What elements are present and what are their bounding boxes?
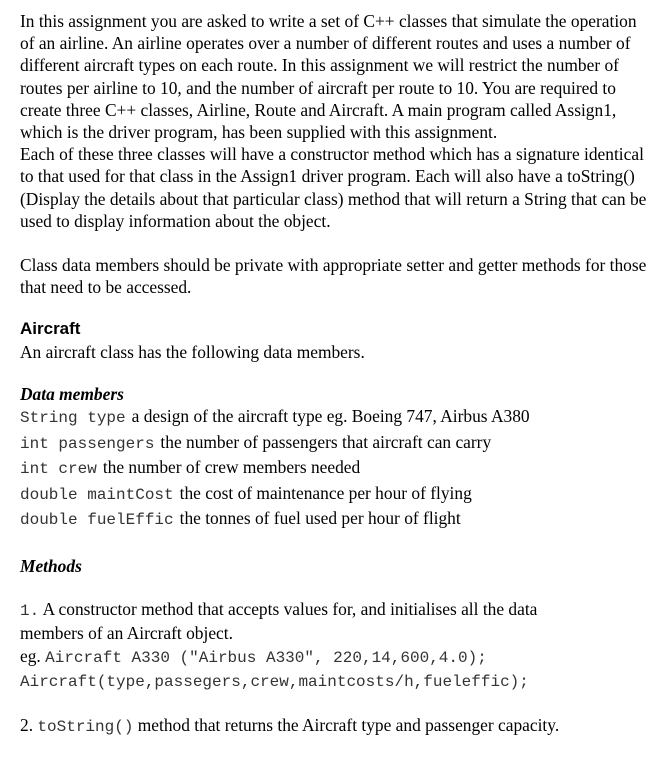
data-member-row [20,456,655,482]
method-2-number: 2. [20,715,34,736]
data-members-heading: Data members [20,383,124,404]
data-member-row [20,482,655,508]
member-description: the cost of maintenance per hour of flying [179,482,472,503]
member-declaration: String type [20,409,126,428]
method-1-line-1 [20,598,655,622]
data-members-list [20,405,655,533]
spacer [20,693,655,714]
spacer [20,533,655,555]
methods-heading: Methods [20,556,82,577]
data-member-row [20,507,655,533]
method-1-text: A constructor method that accepts values for, and initialises all the data [42,599,538,620]
intro-paragraph-2: Each of these three classes will have a constructor method which has a signature identical to that used for that class in the Assign1 driver program. Each will also have a toString() (Display the details about that particular class) method that will return a String that can be used to display information about the object. [20,144,647,231]
member-declaration: int passengers [20,434,155,453]
example-code: Aircraft A330 ("Airbus A330", 220,14,600,4.0); [45,648,487,667]
spacer [20,363,655,383]
method-1-line-2: members of an Aircraft object. [20,623,233,644]
member-description: the number of crew members needed [102,457,361,478]
method-1-signature [20,669,655,693]
intro-paragraph-1: In this assignment you are asked to write a set of C++ classes that simulate the operation of an airline. An airline operates over a number of different routes and uses a number of different aircraft types on each route. In this assignment we will restrict the number of routes per airline to 10, and the number of aircraft per route to 10. You are required to create three C++ classes, Airline, Route and Aircraft. A main program called Assign1, which is the driver program, has been supplied with this assignment. [20,11,637,143]
method-1-block [20,598,655,693]
member-declaration: int crew [20,460,97,479]
example-prefix: eg. [20,645,41,666]
spacer [20,298,655,318]
signature-code: Aircraft(type,passegers,crew,maintcosts/h,fueleffic); [20,672,529,691]
member-description: a design of the aircraft type eg. Boeing 747, Airbus A380 [131,406,530,427]
member-declaration: double fuelEffic [20,511,174,530]
method-2-code: toString() [37,718,134,737]
data-member-row [20,431,655,457]
method-1-number: 1. [20,602,40,621]
spacer [20,577,655,598]
spacer [20,232,655,254]
aircraft-description: An aircraft class has the following data members. [20,341,365,362]
member-declaration: double maintCost [20,485,174,504]
method-2-text: method that returns the Aircraft type and passenger capacity. [137,715,560,736]
intro-paragraph-3: Class data members should be private with appropriate setter and getter methods for those that need to be accessed. [20,255,647,298]
member-description: the tonnes of fuel used per hour of flight [179,508,461,529]
method-1-example [20,645,655,669]
method-2-line [20,714,655,738]
member-description: the number of passengers that aircraft can carry [160,431,492,452]
aircraft-heading: Aircraft [20,319,81,339]
document-body [20,10,655,738]
data-member-row [20,405,655,431]
